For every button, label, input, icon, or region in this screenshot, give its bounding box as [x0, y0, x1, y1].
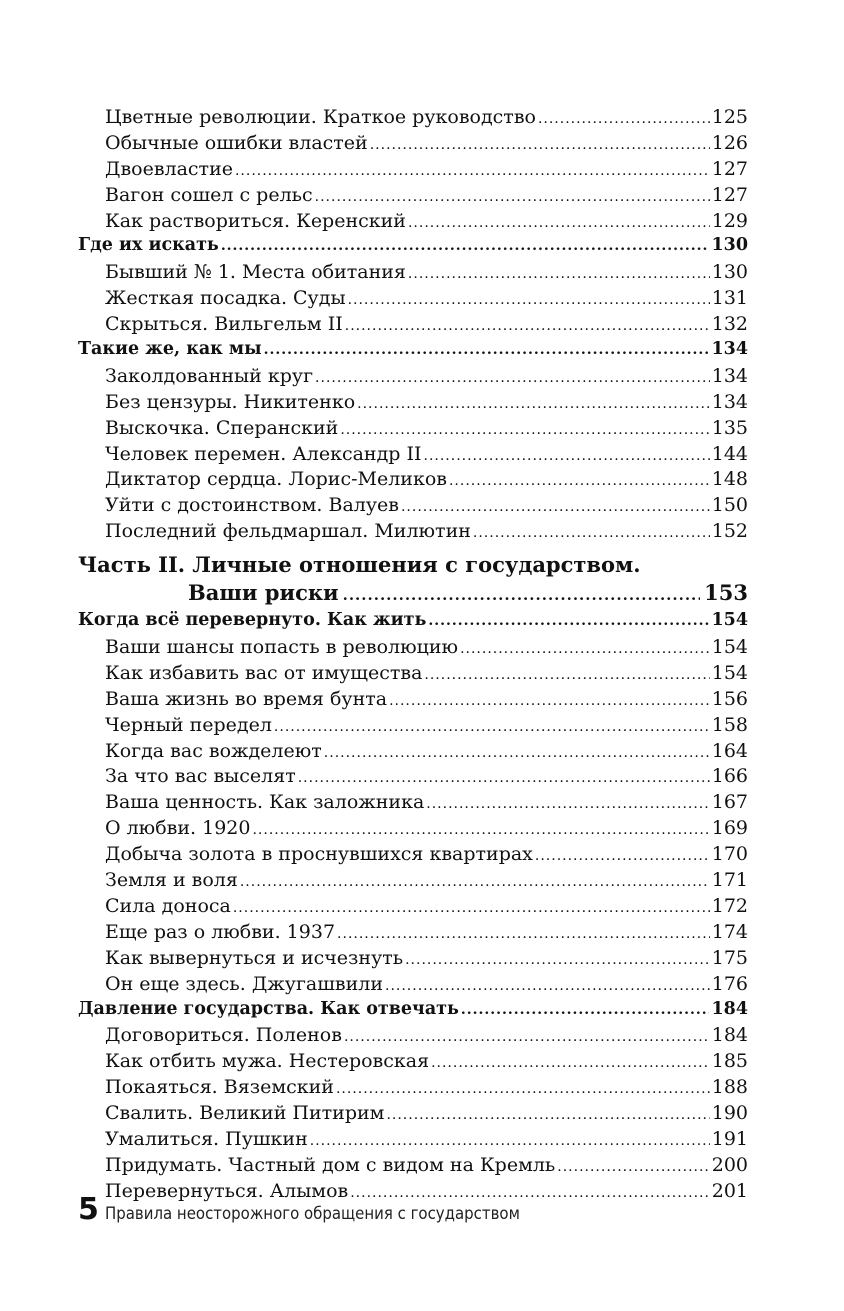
dot-leader — [345, 318, 710, 334]
dot-leader — [233, 900, 710, 916]
toc-entry[interactable] — [78, 921, 748, 947]
toc-entry-title: Вагон сошел с рельс — [105, 183, 313, 206]
toc-entry-title: Перевернуться. Алымов — [105, 1179, 349, 1202]
toc-entry-page: 152 — [711, 520, 748, 543]
dot-leader — [449, 473, 710, 489]
dot-leader — [424, 448, 710, 464]
toc-entry[interactable] — [78, 132, 748, 158]
toc-entry-page: 148 — [711, 468, 748, 491]
toc-section-entry[interactable] — [78, 339, 748, 365]
toc-block-2 — [78, 610, 748, 1205]
toc-entry[interactable] — [78, 973, 748, 999]
toc-entry[interactable] — [78, 1128, 748, 1154]
dot-leader — [336, 1081, 710, 1097]
dot-leader — [386, 1107, 709, 1123]
dot-leader — [315, 370, 710, 386]
toc-entry-title: Такие же, как мы — [78, 339, 262, 360]
toc-entry-title: Выскочка. Сперанский — [105, 416, 339, 439]
toc-entry-page: 127 — [711, 157, 748, 180]
toc-entry-title: Черный передел — [105, 713, 272, 736]
toc-entry-page: 166 — [711, 765, 748, 788]
toc-entry-page: 170 — [711, 843, 748, 866]
toc-entry-title: За что вас выселят — [105, 765, 296, 788]
toc-entry-title: Ваша ценность. Как заложника — [105, 791, 425, 814]
toc-entry[interactable] — [78, 1154, 748, 1180]
dot-leader — [424, 667, 709, 683]
toc-entry-title: Свалить. Великий Питирим — [105, 1102, 385, 1125]
toc-entry[interactable] — [78, 443, 748, 469]
toc-entry-title: Бывший № 1. Места обитания — [105, 261, 406, 284]
toc-entry-page: 156 — [711, 687, 748, 710]
toc-entry[interactable] — [78, 1076, 748, 1102]
part-page-number: 153 — [704, 580, 748, 606]
toc-entry[interactable] — [78, 468, 748, 494]
toc-entry-page: 130 — [711, 261, 748, 284]
dot-leader — [405, 952, 710, 968]
toc-entry-title: Диктатор сердца. Лорис-Меликов — [105, 468, 447, 491]
dot-leader — [343, 586, 701, 604]
toc-entry-title: Ваши шансы попасть в революцию — [105, 636, 459, 659]
toc-entry[interactable] — [78, 817, 748, 843]
toc-entry-page: 174 — [711, 920, 748, 943]
toc-entry-page: 154 — [711, 661, 748, 684]
toc-entry-title: Жесткая посадка. Суды — [105, 287, 346, 310]
dot-leader — [385, 978, 710, 994]
toc-entry-page: 126 — [711, 131, 748, 154]
toc-entry[interactable] — [78, 765, 748, 791]
toc-entry-title: Ваша жизнь во время бунта — [105, 687, 388, 710]
toc-entry-title: О любви. 1920 — [105, 817, 251, 840]
running-title: Правила неосторожного обращения с государством — [104, 1204, 520, 1224]
toc-entry-title: Земля и воля — [105, 869, 238, 892]
dot-leader — [460, 641, 710, 657]
dot-leader — [408, 215, 710, 231]
toc-entry-page: 130 — [711, 235, 748, 256]
toc-entry-title: Когда всё перевернуто. Как жить — [78, 610, 427, 631]
dot-leader — [426, 796, 709, 812]
toc-entry-title: Последний фельдмаршал. Милютин — [105, 520, 471, 543]
toc-entry-page: 127 — [711, 183, 748, 206]
toc-entry-page: 171 — [711, 869, 748, 892]
toc-entry[interactable] — [78, 1050, 748, 1076]
toc-entry[interactable] — [78, 843, 748, 869]
toc-entry-page: 132 — [711, 313, 748, 336]
dot-leader — [428, 613, 709, 629]
dot-leader — [310, 1133, 710, 1149]
toc-entry-title: Сила доноса — [105, 894, 231, 917]
dot-leader — [264, 342, 710, 358]
toc-entry[interactable] — [78, 947, 748, 973]
dot-leader — [340, 422, 709, 438]
toc-entry-title: Он еще здесь. Джугашвили — [105, 972, 383, 995]
toc-entry-title: Добыча золота в проснувшихся квартирах — [105, 843, 533, 866]
toc-entry-page: 158 — [711, 713, 748, 736]
toc-entry[interactable] — [78, 210, 748, 236]
toc-entry[interactable] — [78, 520, 748, 546]
toc-entry-title: Как отбить мужа. Нестеровская — [105, 1050, 430, 1073]
toc-entry-title: Давление государства. Как отвечать — [78, 998, 459, 1019]
dot-leader — [344, 1029, 710, 1045]
toc-entry-page: 185 — [711, 1050, 748, 1073]
toc-entry[interactable] — [78, 869, 748, 895]
toc-entry[interactable] — [78, 494, 748, 520]
dot-leader — [337, 926, 710, 942]
toc-entry-page: 176 — [711, 972, 748, 995]
toc-entry-title: Двоевластие — [105, 157, 233, 180]
toc-entry-page: 167 — [711, 791, 748, 814]
dot-leader — [389, 693, 710, 709]
toc-entry-title: Как раствориться. Керенский — [105, 209, 406, 232]
toc-entry-page: 164 — [711, 739, 748, 762]
toc-entry-page: 134 — [711, 339, 748, 360]
toc-entry-title: Договориться. Поленов — [105, 1024, 342, 1047]
dot-leader — [315, 189, 710, 205]
toc-entry-title: Когда вас вожделеют — [105, 739, 322, 762]
toc-entry[interactable] — [78, 287, 748, 313]
dot-leader — [298, 770, 710, 786]
toc-entry-title: Обычные ошибки властей — [105, 131, 368, 154]
dot-leader — [431, 1055, 710, 1071]
toc-entry-page: 129 — [711, 209, 748, 232]
toc-entry[interactable] — [78, 313, 748, 339]
toc-section-entry[interactable] — [78, 610, 748, 636]
part-title-line-2 — [78, 580, 748, 610]
page-footer — [78, 1192, 576, 1227]
toc-entry[interactable] — [78, 636, 748, 662]
dot-leader — [408, 266, 710, 282]
table-of-contents — [78, 106, 748, 1206]
toc-part-heading[interactable] — [78, 552, 748, 610]
toc-entry-title: Как вывернуться и исчезнуть — [105, 946, 404, 969]
toc-entry[interactable] — [78, 184, 748, 210]
toc-entry[interactable] — [78, 688, 748, 714]
toc-entry-title: Умалиться. Пушкин — [105, 1127, 308, 1150]
toc-entry-page: 154 — [711, 610, 748, 631]
dot-leader — [473, 525, 710, 541]
toc-entry[interactable] — [78, 1102, 748, 1128]
toc-entry-title: Как избавить вас от имущества — [105, 661, 423, 684]
toc-entry-title: Уйти с достоинством. Валуев — [105, 494, 399, 517]
part-title-line-1: Часть II. Личные отношения с государством. — [78, 552, 641, 578]
toc-entry-title: Еще раз о любви. 1937 — [105, 920, 336, 943]
toc-entry-page: 134 — [711, 390, 748, 413]
toc-entry[interactable] — [78, 391, 748, 417]
toc-entry-page: 135 — [711, 416, 748, 439]
toc-entry-page: 150 — [711, 494, 748, 517]
toc-entry[interactable] — [78, 895, 748, 921]
dot-leader — [240, 874, 710, 890]
toc-entry-page: 144 — [711, 442, 748, 465]
dot-leader — [274, 719, 710, 735]
dot-leader — [461, 1002, 710, 1018]
toc-entry-title: Скрыться. Вильгельм II — [105, 313, 343, 336]
toc-entry[interactable] — [78, 1024, 748, 1050]
part-subtitle: Ваши риски — [188, 580, 339, 606]
toc-entry[interactable] — [78, 106, 748, 132]
dot-leader — [348, 292, 710, 308]
toc-entry-title: Придумать. Частный дом с видом на Кремль — [105, 1153, 556, 1176]
toc-entry-title: Где их искать — [78, 235, 219, 256]
dot-leader — [557, 1159, 709, 1175]
toc-entry-page: 191 — [711, 1127, 748, 1150]
dot-leader — [235, 163, 710, 179]
toc-entry-page: 184 — [711, 998, 748, 1019]
toc-entry-page: 188 — [711, 1076, 748, 1099]
toc-entry-page: 131 — [711, 287, 748, 310]
dot-leader — [370, 137, 710, 153]
toc-entry-title: Цветные революции. Краткое руководство — [105, 106, 536, 128]
dot-leader — [357, 396, 710, 412]
toc-entry-page: 125 — [711, 106, 748, 128]
toc-entry-page: 172 — [711, 894, 748, 917]
toc-entry-page: 154 — [711, 636, 748, 659]
toc-entry-page: 201 — [711, 1179, 748, 1202]
dot-leader — [401, 499, 710, 515]
toc-block-1 — [78, 106, 748, 546]
dot-leader — [535, 848, 710, 864]
toc-entry-page: 175 — [711, 946, 748, 969]
toc-entry-page: 134 — [711, 364, 748, 387]
toc-entry-title: Заколдованный круг — [105, 364, 314, 387]
toc-entry[interactable] — [78, 791, 748, 817]
toc-entry-page: 190 — [711, 1102, 748, 1125]
toc-entry-title: Человек перемен. Александр II — [105, 442, 422, 465]
toc-entry-page: 169 — [711, 817, 748, 840]
toc-entry-page: 184 — [711, 1024, 748, 1047]
toc-entry[interactable] — [78, 158, 748, 184]
toc-entry[interactable] — [78, 662, 748, 688]
toc-section-entry[interactable] — [78, 235, 748, 261]
toc-section-entry[interactable] — [78, 999, 748, 1025]
toc-entry[interactable] — [78, 365, 748, 391]
toc-entry[interactable] — [78, 740, 748, 766]
toc-entry[interactable] — [78, 417, 748, 443]
toc-entry-title: Без цензуры. Никитенко — [105, 390, 356, 413]
dot-leader — [252, 822, 709, 838]
toc-entry[interactable] — [78, 714, 748, 740]
toc-entry-title: Покаяться. Вяземский — [105, 1076, 334, 1099]
dot-leader — [538, 111, 710, 127]
page-number: 5 — [78, 1192, 99, 1227]
dot-leader — [324, 745, 710, 761]
toc-entry-page: 200 — [711, 1153, 748, 1176]
toc-entry[interactable] — [78, 261, 748, 287]
dot-leader — [221, 238, 710, 254]
